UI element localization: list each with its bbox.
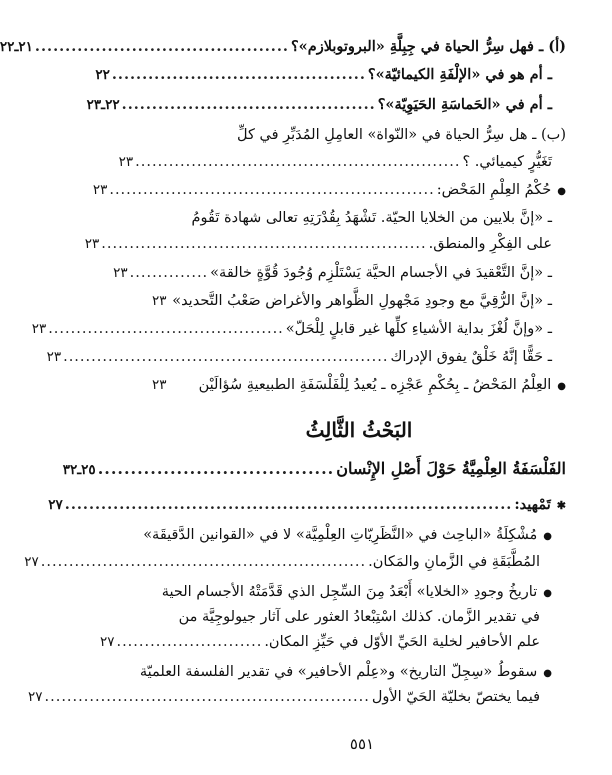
subheading-text: الفَلْسَفَةُ العِلْمِيَّةُ حَوْلَ أَصْلِ الإِنْسان [336,459,566,478]
leader-dots: .......................... [116,634,263,650]
toc-entry [118,151,552,173]
toc-entry [152,124,566,146]
toc-entry [31,318,552,340]
toc-entry [152,606,540,628]
toc-entry [152,581,552,605]
toc-entry [152,374,566,398]
toc-entry-text: ـ أم هو في «الإلْفَةِ الكيمائيّة»؟ [367,66,552,83]
toc-entry-text: ● حُكْمُ العِلْمِ المَحْض: [437,179,566,203]
toc-entry-page: ٢٣ [92,182,108,198]
toc-entry-text: ● تاريخُ وجودِ «الخلايا» أَبْعَدُ مِنَ السِّجِل الذي قَدَّمَتْهُ الأجسام الحية [162,581,552,605]
toc-entry-text: في تقدير الزَّمان. كذلك اسْتِبْعادُ العثور على آثار جيولوجِيَّة من [178,609,540,625]
toc-entry-text: (ب) ـ هل سِرُّ الحياة في «النّواة» العامِلِ المُدَبِّرِ في كلِّ [237,127,566,143]
leader-dots: .......................................... [111,66,366,83]
toc-entry-page: ٢١ـ٢٢ [0,39,33,55]
page-number: ٥٥١ [349,735,375,753]
leader-dots: .......................................................... [40,554,367,570]
toc-entry-page: ٢٧ [99,634,115,650]
toc-entry-page: ٢٣ [46,349,62,365]
toc-entry-page: ٢٣ [113,265,128,281]
leader-dots: .......................................................................... [64,496,513,513]
toc-entry [27,686,540,708]
toc-entry [152,290,552,312]
toc-entry-page: ٢٣ [152,377,167,393]
toc-entry-text: ● سقوطُ «سِجِلّ التاريخ» و«عِلْم الأحافير» في تقدير الفلسفة العلميّة [140,661,552,685]
toc-entry [99,631,540,653]
toc-entry-text: ● مُشْكِلَةُ «الباحِث في «النَّظَرِيّاتِ العِلْمِيَّة» لا في «القوانين الدَّقيقَة» [143,524,552,548]
toc-entry [92,179,566,203]
toc-entry [46,346,552,368]
leader-dots: .......................................................... [101,236,427,252]
toc-entry-page: ٢٢ [95,67,110,83]
toc-entry-page: ٢٧ [27,689,43,705]
toc-entry-text: تَغَيُّرٍ كيميائي. ؟ [462,154,552,170]
toc-entry-text: فيما يختصّ بخليّة الحَيّ الأول [371,689,540,705]
toc-entry-text: ـ «إنَّ الرُّقِيَّ مع وجودِ مَجْهولِ الظَّواهر والأغراض صَعْبُ التَّحديد» [172,293,552,309]
toc-entry [139,661,552,685]
toc-entry-page: ٢٧ [48,497,63,513]
toc-entry [86,94,552,116]
leader-dots: .......................................................... [135,154,461,170]
toc-entry [143,524,552,548]
leader-dots: .......................................... [48,321,284,337]
section-heading: البَحْثُ الثَّالِثُ [305,418,413,442]
toc-entry-page: ٢٢ـ٢٣ [86,97,120,113]
toc-entry-text: ● العِلْمُ المَحْضُ ـ بِحُكْمِ عَجْزِه ـ يُعيدُ لِلْفَلْسَفَةِ الطبيعيةِ سُؤالَيْن [199,374,566,398]
leader-dots: .................................... [97,459,335,478]
toc-entry [48,494,566,517]
toc-entry-text: ـ «إنَّ بلايين من الخلايا الحيّة. تَشْهَدُ بِقُدْرَتِهِ تعالى شهادة تَقُومُ [191,210,552,226]
toc-entry-text: ـ «وإنَّ لُغْزَ بداية الأشياءِ كلِّها غير قابلٍ لِلْحَلّ» [285,321,552,337]
toc-entry-text: ـ «إنَّ التَّعْقيدَ في الأجسام الحيَّة يَسْتَلْزِم وُجُودَ قُوَّةٍ خالقة» [210,265,552,281]
toc-entry-page: ٢٣ [152,293,167,309]
toc-entry-text: ـ حَقًّا إنَّهُ خَلْقٌ يفوق الإدراك [390,349,552,365]
leader-dots: .......................................... [34,38,289,55]
leader-dots: .......................................................... [63,349,389,365]
toc-entry-text: (أ) ـ فهل سِرُّ الحياة في جِبِلَّةِ «البروتوبلازم»؟ [290,38,566,55]
toc-entry [113,262,552,284]
leader-dots: .............. [129,265,209,281]
toc-entry-text: على الفِكْرِ والمنطق. [428,236,552,252]
leader-dots: .......................................................... [109,182,435,198]
toc-entry [95,64,552,86]
toc-entry [24,551,540,573]
leader-dots: .......................................................... [44,689,370,705]
toc-entry-text: ـ أم في «الحَماسَةِ الحَيَوِيّة»؟ [377,96,552,113]
toc-entry-page: ٢٧ [24,554,39,570]
section-subheading [62,458,566,481]
subheading-page: ٢٥ـ٣٢ [62,462,96,478]
toc-entry [0,36,566,58]
toc-entry-page: ٢٣ [31,321,47,337]
toc-entry [84,233,552,255]
toc-entry-text: المُطَّبَقَةِ في الزَّمانِ والمَكان. [368,554,540,570]
toc-entry-text: ✱ تَمْهيد: [514,494,566,517]
toc-entry-page: ٢٣ [118,154,134,170]
toc-entry-page: ٢٣ [84,236,100,252]
toc-entry [152,207,552,229]
toc-entry-text: علم الأحافير لخلية الحَيِّ الأوّل في حَيِّزِ المكان. [264,634,540,650]
leader-dots: .......................................... [121,96,376,113]
